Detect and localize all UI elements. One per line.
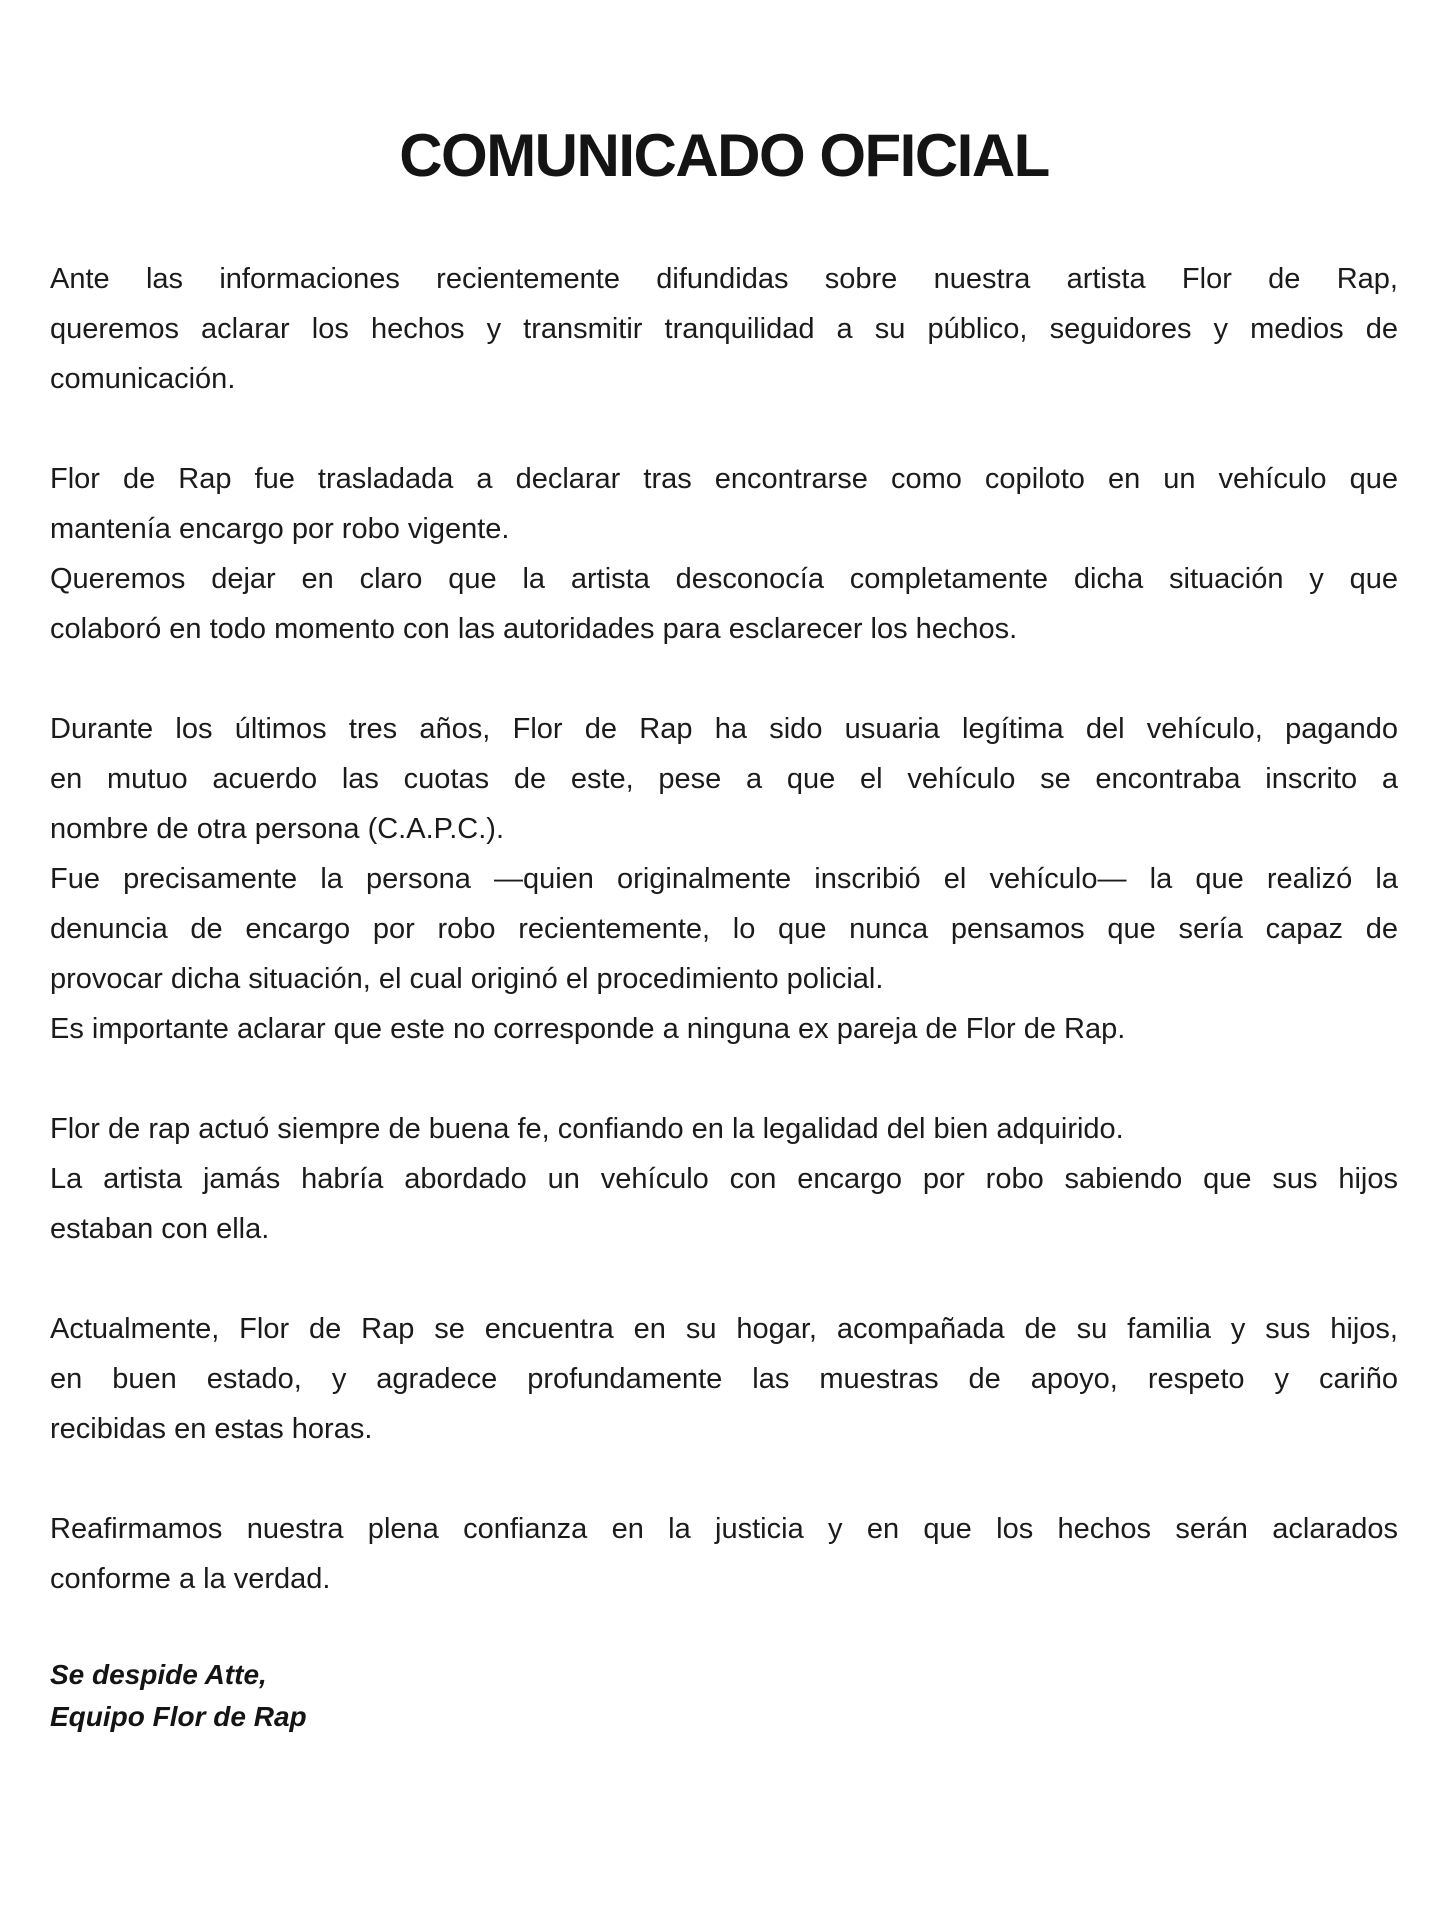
paragraph-line: provocar dicha situación, el cual originó el procedimiento policial. xyxy=(50,963,884,995)
paragraph xyxy=(50,254,1398,404)
paragraph-line: denuncia de encargo por robo recientemente, lo que nunca pensamos que sería capaz de xyxy=(50,913,1398,945)
paragraph-line: Flor de rap actuó siempre de buena fe, confiando en la legalidad del bien adquirido. xyxy=(50,1113,1124,1145)
paragraph-line: en mutuo acuerdo las cuotas de este, pese a que el vehículo se encontraba inscrito a xyxy=(50,763,1398,795)
signature-closing: Se despide Atte, xyxy=(50,1659,267,1690)
paragraph-line: Durante los últimos tres años, Flor de Rap ha sido usuaria legítima del vehículo, pagando xyxy=(50,713,1398,745)
paragraph-line: Es importante aclarar que este no corresponde a ninguna ex pareja de Flor de Rap. xyxy=(50,1013,1126,1045)
paragraph-line: estaban con ella. xyxy=(50,1213,270,1245)
paragraph-line: Ante las informaciones recientemente difundidas sobre nuestra artista Flor de Rap, xyxy=(50,263,1398,295)
paragraph-line: Reafirmamos nuestra plena confianza en la justicia y en que los hechos serán aclarados xyxy=(50,1513,1398,1545)
signature-block xyxy=(50,1654,1398,1738)
document-body xyxy=(50,254,1398,1604)
paragraph-line: colaboró en todo momento con las autoridades para esclarecer los hechos. xyxy=(50,613,1018,645)
paragraph-line: comunicación. xyxy=(50,363,236,395)
paragraph-line: mantenía encargo por robo vigente. xyxy=(50,513,510,545)
paragraph xyxy=(50,704,1398,1054)
paragraph-line: Fue precisamente la persona —quien originalmente inscribió el vehículo— la que realizó la xyxy=(50,863,1398,895)
paragraph-line: conforme a la verdad. xyxy=(50,1563,331,1595)
signature-author: Equipo Flor de Rap xyxy=(50,1701,307,1732)
paragraph-line: Actualmente, Flor de Rap se encuentra en su hogar, acompañada de su familia y sus hijos, xyxy=(50,1313,1398,1345)
document-title: COMUNICADO OFICIAL xyxy=(399,122,1049,189)
paragraph-line: nombre de otra persona (C.A.P.C.). xyxy=(50,813,505,845)
paragraph-line: en buen estado, y agradece profundamente las muestras de apoyo, respeto y cariño xyxy=(50,1363,1398,1395)
paragraph-line: La artista jamás habría abordado un vehículo con encargo por robo sabiendo que sus hijos xyxy=(50,1163,1398,1195)
paragraph-line: recibidas en estas horas. xyxy=(50,1413,373,1445)
paragraph-line: Queremos dejar en claro que la artista desconocía completamente dicha situación y que xyxy=(50,563,1398,595)
paragraph-line: queremos aclarar los hechos y transmitir tranquilidad a su público, seguidores y medios de xyxy=(50,313,1398,345)
paragraph-line: Flor de Rap fue trasladada a declarar tras encontrarse como copiloto en un vehículo que xyxy=(50,463,1398,495)
paragraph xyxy=(50,1104,1398,1254)
paragraph xyxy=(50,1304,1398,1454)
paragraph xyxy=(50,1504,1398,1604)
paragraph xyxy=(50,454,1398,654)
